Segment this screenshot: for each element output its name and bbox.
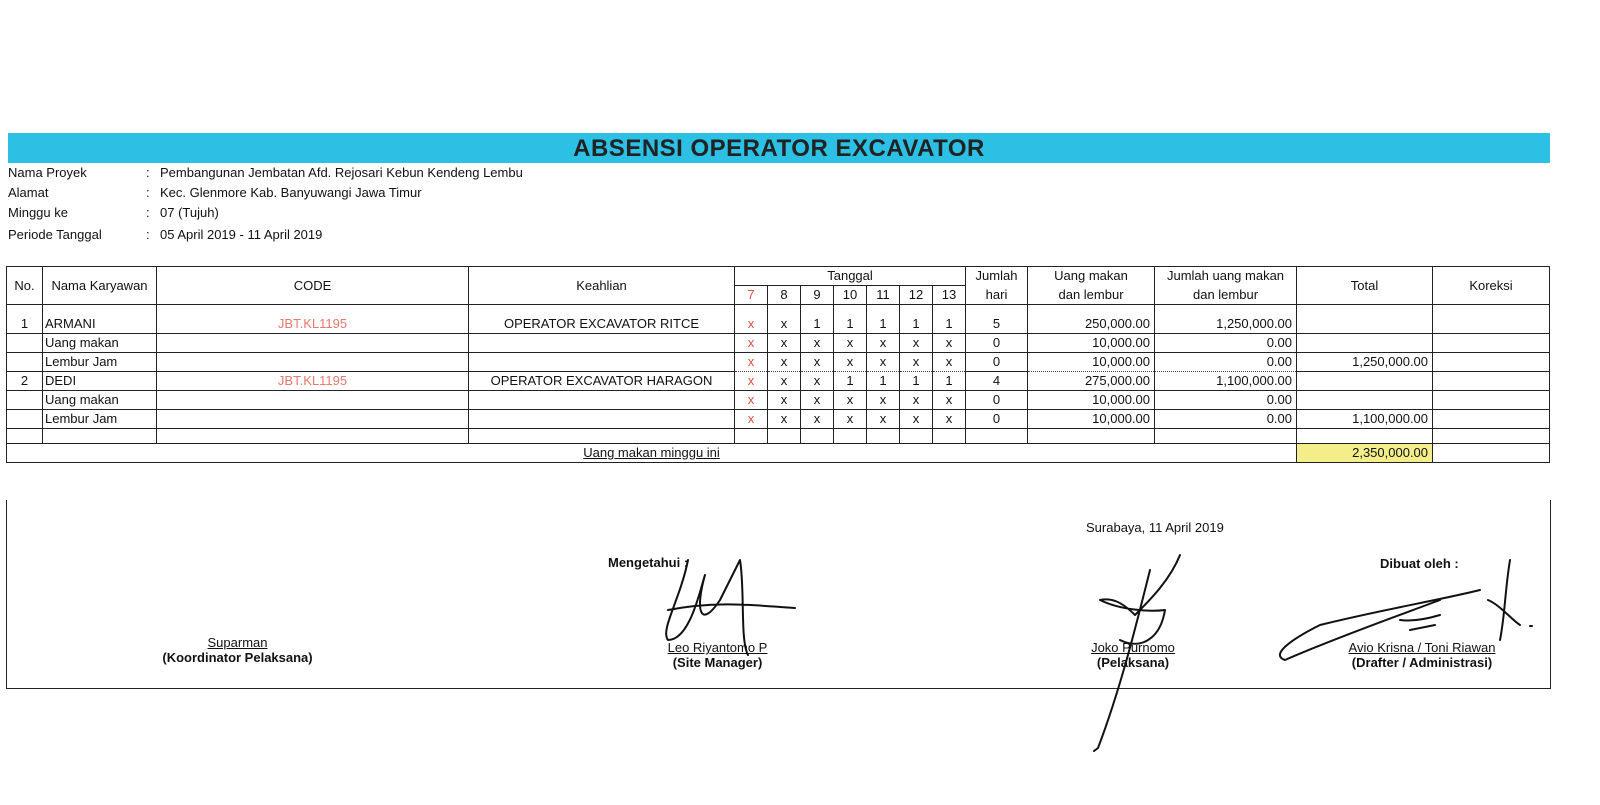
- mengetahui-label: Mengetahui :: [608, 555, 689, 570]
- rate: 250,000.00: [1028, 315, 1155, 334]
- day-mark: x: [867, 334, 900, 353]
- place-date: Surabaya, 11 April 2019: [1086, 520, 1224, 535]
- jumlah-hari: 0: [966, 391, 1028, 410]
- row-number: 1: [7, 315, 43, 334]
- amount: 1,250,000.00: [1155, 315, 1297, 334]
- day-mark: 1: [933, 315, 966, 334]
- day-mark: x: [768, 391, 801, 410]
- day-mark: x: [768, 334, 801, 353]
- day-mark: x: [768, 315, 801, 334]
- day-mark: x: [933, 410, 966, 429]
- row-label: Uang makan: [43, 334, 157, 353]
- dibuat-oleh-label: Dibuat oleh :: [1380, 556, 1459, 571]
- day-mark: x: [801, 410, 834, 429]
- amount: 0.00: [1155, 353, 1297, 372]
- day-mark: 1: [900, 372, 933, 391]
- signatory-role: (Drafter / Administrasi): [1351, 655, 1493, 670]
- jumlah-hari: 4: [966, 372, 1028, 391]
- rate: 10,000.00: [1028, 334, 1155, 353]
- header-code: CODE: [157, 267, 469, 305]
- day-mark: x: [735, 334, 768, 353]
- day-mark: x: [834, 353, 867, 372]
- amount: 0.00: [1155, 391, 1297, 410]
- row-total: 1,250,000.00: [1297, 353, 1433, 372]
- header-total: Total: [1297, 267, 1433, 305]
- header-keahlian: Keahlian: [469, 267, 735, 305]
- header-day: 8: [768, 286, 801, 305]
- day-mark: 1: [867, 372, 900, 391]
- meta-label: Alamat: [8, 185, 49, 200]
- header-tanggal: Tanggal: [735, 267, 966, 286]
- signatory-role: (Koordinator Pelaksana): [162, 650, 313, 665]
- day-mark: 1: [834, 372, 867, 391]
- signatory-name: Joko Purnomo: [1091, 640, 1175, 655]
- day-mark: x: [768, 353, 801, 372]
- header-jumlah-hari-2: hari: [966, 286, 1028, 305]
- header-day: 10: [834, 286, 867, 305]
- jumlah-hari: 0: [966, 334, 1028, 353]
- signatory-name: Suparman: [207, 635, 268, 650]
- day-mark: x: [834, 391, 867, 410]
- row-label: ARMANI: [43, 315, 157, 334]
- day-mark: x: [867, 353, 900, 372]
- day-mark: x: [735, 353, 768, 372]
- day-mark: x: [735, 372, 768, 391]
- day-mark: x: [768, 410, 801, 429]
- row-total: 1,100,000.00: [1297, 410, 1433, 429]
- header-jumlah-hari-1: Jumlah: [966, 267, 1028, 286]
- day-mark: 1: [834, 315, 867, 334]
- day-mark: x: [867, 410, 900, 429]
- day-mark: x: [900, 334, 933, 353]
- day-mark: 1: [933, 372, 966, 391]
- header-day: 11: [867, 286, 900, 305]
- day-mark: x: [735, 391, 768, 410]
- signature-site-manager: [666, 560, 795, 655]
- amount: 1,100,000.00: [1155, 372, 1297, 391]
- summary-label: Uang makan minggu ini: [7, 444, 1297, 463]
- day-mark: x: [735, 315, 768, 334]
- header-day: 12: [900, 286, 933, 305]
- header-nama: Nama Karyawan: [43, 267, 157, 305]
- meta-colon: :: [146, 165, 150, 180]
- employee-code: JBT.KL1195: [157, 372, 469, 391]
- day-mark: x: [933, 334, 966, 353]
- meta-colon: :: [146, 227, 150, 242]
- header-jumlah-uang-2: dan lembur: [1155, 286, 1297, 305]
- header-jumlah-uang-1: Jumlah uang makan: [1155, 267, 1297, 286]
- signatory-role: (Pelaksana): [1096, 655, 1170, 670]
- day-mark: x: [735, 410, 768, 429]
- day-mark: x: [867, 391, 900, 410]
- header-no: No.: [7, 267, 43, 305]
- header-day: 13: [933, 286, 966, 305]
- day-mark: x: [801, 353, 834, 372]
- amount: 0.00: [1155, 334, 1297, 353]
- amount: 0.00: [1155, 410, 1297, 429]
- employee-skill: OPERATOR EXCAVATOR RITCE: [469, 315, 735, 334]
- rate: 10,000.00: [1028, 391, 1155, 410]
- day-mark: x: [801, 391, 834, 410]
- employee-skill: OPERATOR EXCAVATOR HARAGON: [469, 372, 735, 391]
- meta-colon: :: [146, 205, 150, 220]
- document-title: ABSENSI OPERATOR EXCAVATOR: [8, 133, 1550, 163]
- rate: 10,000.00: [1028, 353, 1155, 372]
- grand-total: 2,350,000.00: [1297, 444, 1433, 463]
- day-mark: x: [900, 410, 933, 429]
- row-number: 2: [7, 372, 43, 391]
- header-uang-makan-1: Uang makan: [1028, 267, 1155, 286]
- day-mark: x: [900, 391, 933, 410]
- day-mark: x: [834, 334, 867, 353]
- rate: 10,000.00: [1028, 410, 1155, 429]
- meta-colon: :: [146, 185, 150, 200]
- header-day: 9: [801, 286, 834, 305]
- day-mark: x: [900, 353, 933, 372]
- day-mark: x: [801, 372, 834, 391]
- rate: 275,000.00: [1028, 372, 1155, 391]
- row-label: DEDI: [43, 372, 157, 391]
- day-mark: 1: [900, 315, 933, 334]
- meta-value: 05 April 2019 - 11 April 2019: [160, 227, 323, 242]
- jumlah-hari: 0: [966, 353, 1028, 372]
- meta-label: Minggu ke: [8, 205, 68, 220]
- day-mark: x: [933, 353, 966, 372]
- day-mark: x: [768, 372, 801, 391]
- row-label: Lembur Jam: [43, 353, 157, 372]
- meta-value: 07 (Tujuh): [160, 205, 219, 220]
- employee-code: JBT.KL1195: [157, 315, 469, 334]
- signature-pelaksana: [1094, 555, 1180, 751]
- signature-drafter: [1280, 560, 1532, 660]
- row-label: Lembur Jam: [43, 410, 157, 429]
- signatory-role: (Site Manager): [672, 655, 763, 670]
- signatory-name: Avio Krisna / Toni Riawan: [1348, 640, 1496, 655]
- meta-label: Nama Proyek: [8, 165, 87, 180]
- header-day: 7: [735, 286, 768, 305]
- day-mark: 1: [801, 315, 834, 334]
- meta-value: Pembangunan Jembatan Afd. Rejosari Kebun Kendeng Lembu: [160, 165, 523, 180]
- meta-value: Kec. Glenmore Kab. Banyuwangi Jawa Timur: [160, 185, 422, 200]
- header-koreksi: Koreksi: [1433, 267, 1550, 305]
- day-mark: x: [834, 410, 867, 429]
- day-mark: 1: [867, 315, 900, 334]
- day-mark: x: [933, 391, 966, 410]
- day-mark: x: [801, 334, 834, 353]
- jumlah-hari: 5: [966, 315, 1028, 334]
- meta-label: Periode Tanggal: [8, 227, 102, 242]
- header-uang-makan-2: dan lembur: [1028, 286, 1155, 305]
- signatory-name: Leo Riyantomo P: [667, 640, 768, 655]
- jumlah-hari: 0: [966, 410, 1028, 429]
- row-label: Uang makan: [43, 391, 157, 410]
